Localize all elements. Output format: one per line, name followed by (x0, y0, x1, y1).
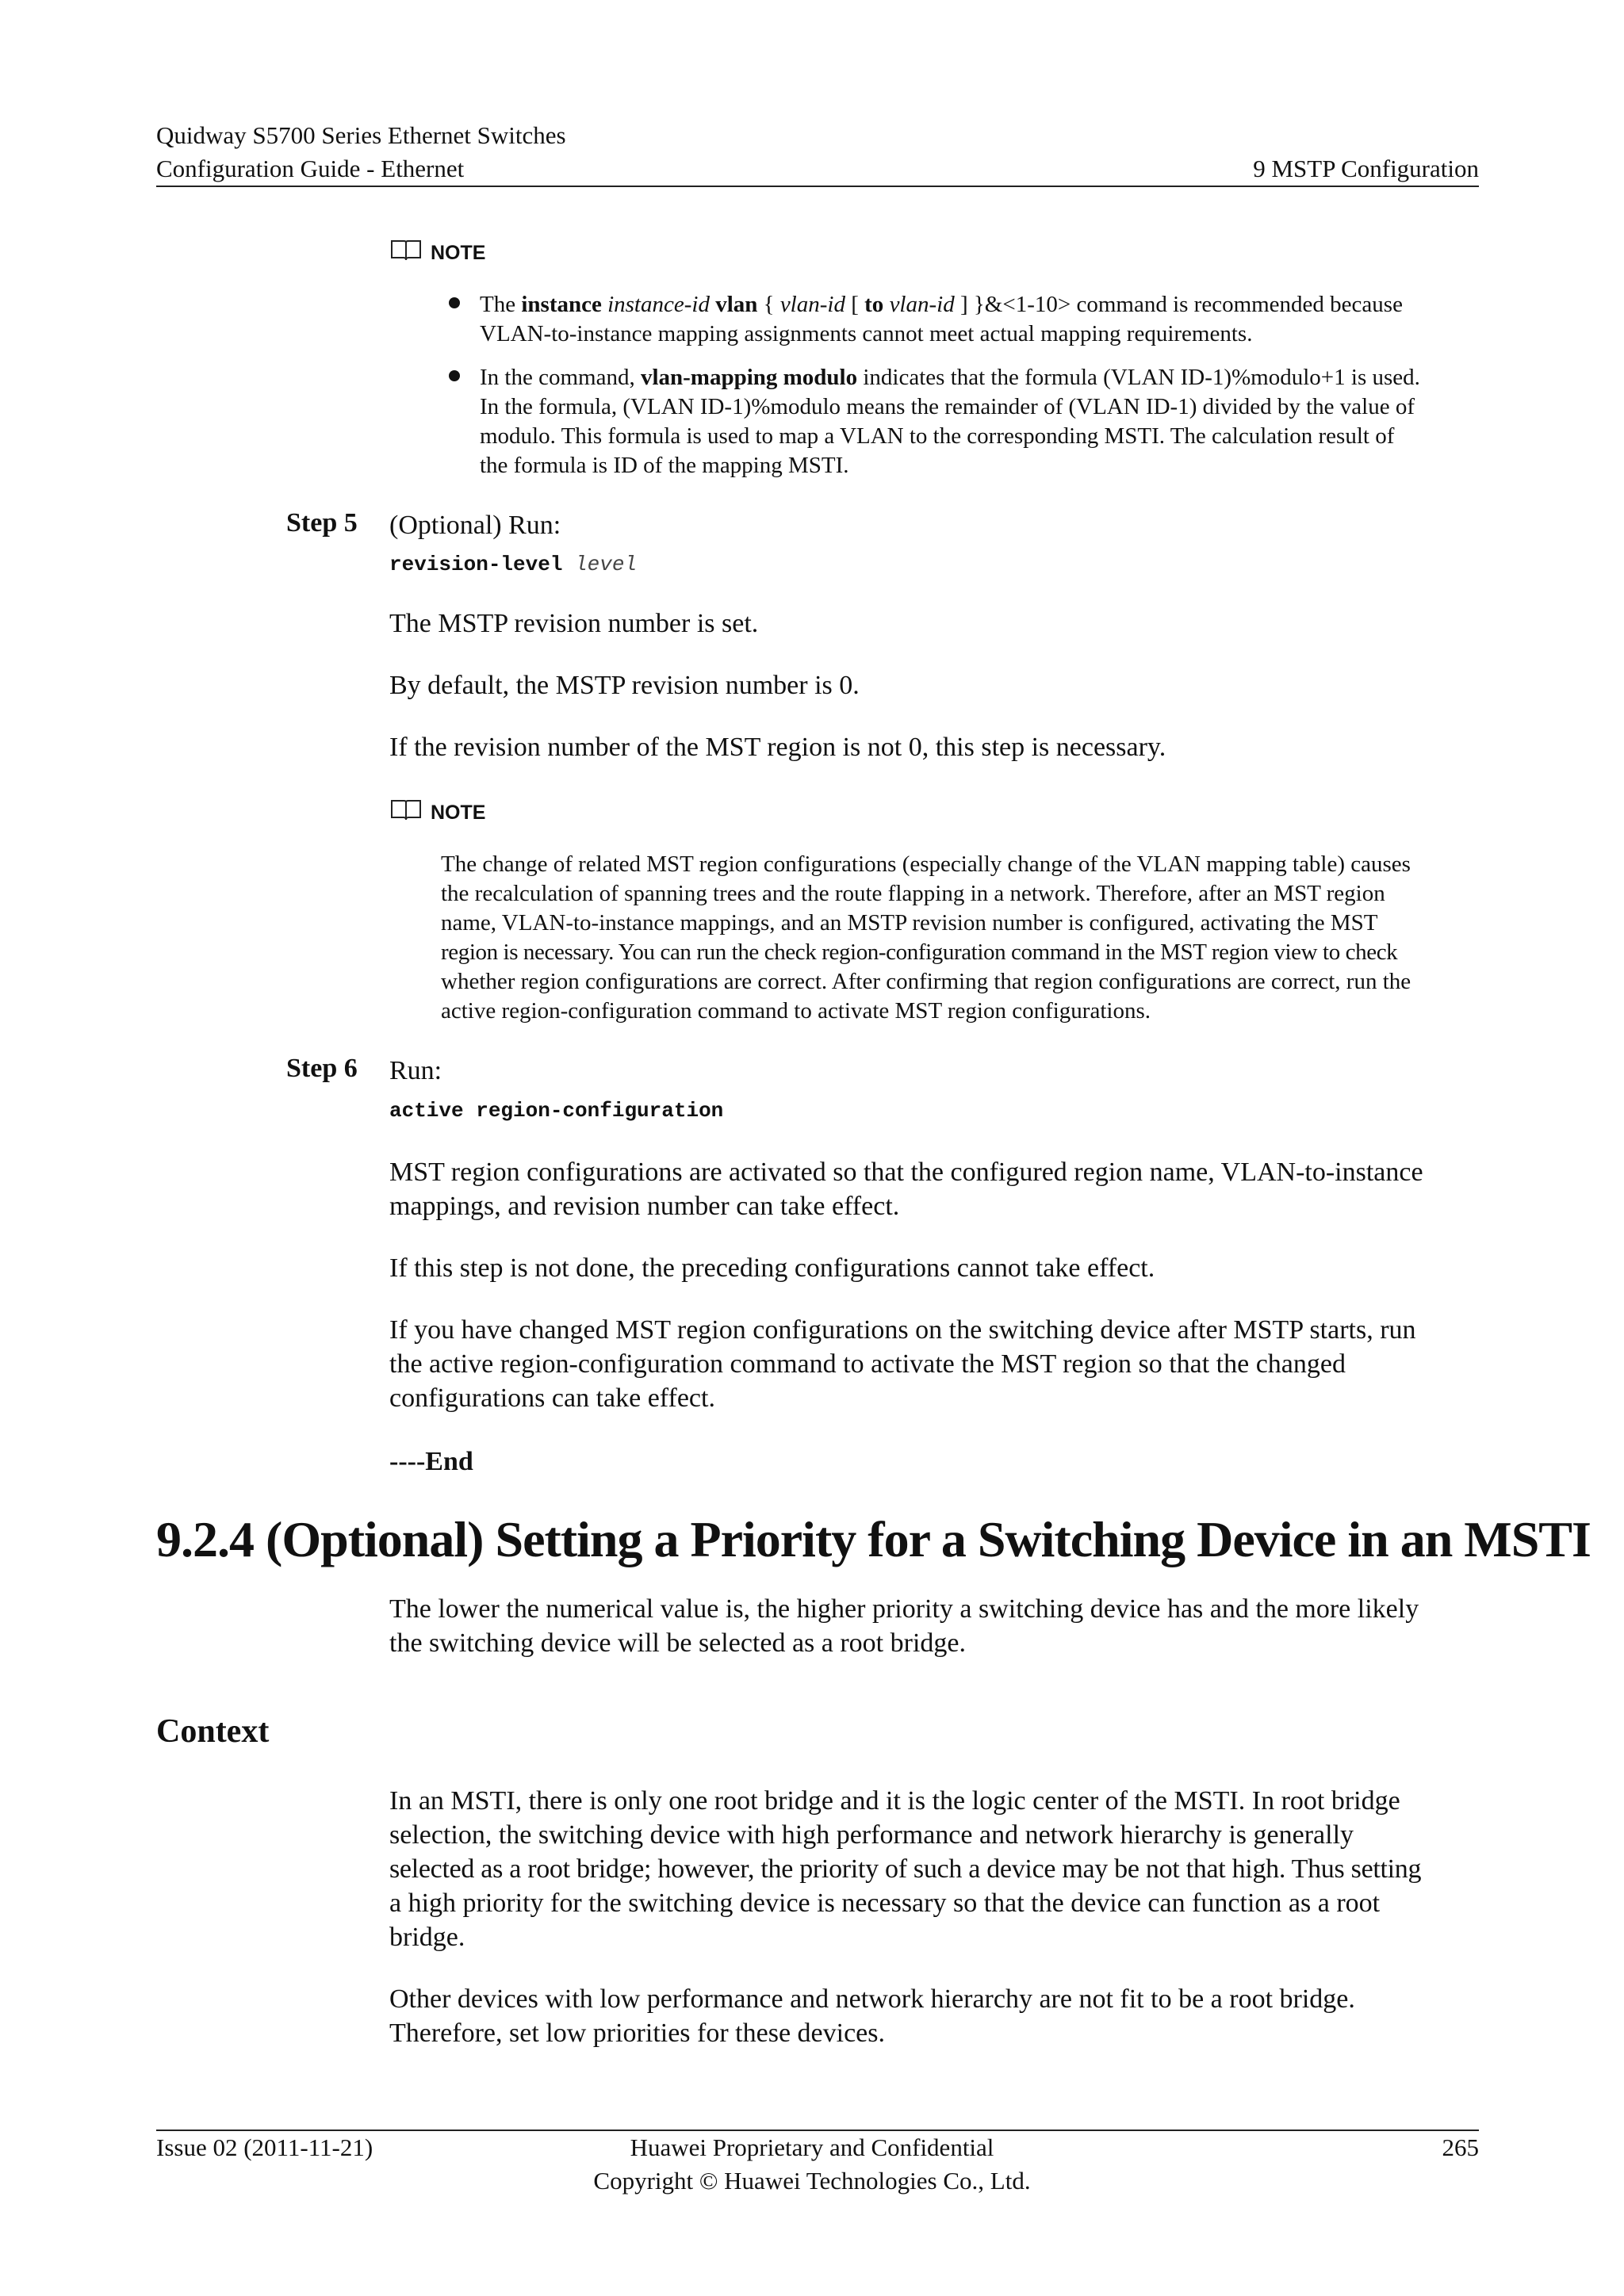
step6-p1-line2: mappings, and revision number can take effect. (389, 1192, 900, 1221)
context-p1-line: a high priority for the switching device is necessary so that the device can function as a root (389, 1888, 1381, 1918)
step5-p2: By default, the MSTP revision number is 0. (389, 671, 860, 700)
step6-end: ----End (389, 1447, 473, 1476)
step5-p3: If the revision number of the MST region is not 0, this step is necessary. (389, 733, 1166, 762)
step6-command: active region-configuration (389, 1099, 724, 1123)
header-chapter: 9 MSTP Configuration (1253, 155, 1479, 182)
footer-copyright: Copyright © Huawei Technologies Co., Ltd. (593, 2167, 1031, 2195)
section-intro-line1: The lower the numerical value is, the higher priority a switching device has and the more likely (389, 1594, 1419, 1624)
bullet-marker (449, 370, 460, 381)
context-p2-line: Therefore, set low priorities for these devices. (389, 2019, 885, 2048)
step6-p2: If this step is not done, the preceding configurations cannot take effect. (389, 1253, 1155, 1283)
context-p2-line: Other devices with low performance and network hierarchy are not fit to be a root bridge. (389, 1984, 1355, 2014)
note2-line: active region-configuration command to activate MST region configurations. (441, 998, 1151, 1024)
note1-bullet1-line2: VLAN-to-instance mapping assignments cannot meet actual mapping requirements. (480, 321, 1253, 346)
note1-bullet2-line3: modulo. This formula is used to map a VLAN to the corresponding MSTI. The calculation result of (480, 423, 1395, 449)
step5-p1: The MSTP revision number is set. (389, 609, 759, 638)
note2-line: the recalculation of spanning trees and the route flapping in a network. Therefore, after an MST region (441, 881, 1385, 906)
note2-line: name, VLAN-to-instance mappings, and an MSTP revision number is configured, activating the MST (441, 910, 1378, 936)
note1-bullet1-line1: The instance instance-id vlan { vlan-id [ to vlan-id ] }&<1-10> command is recommended because (480, 292, 1403, 317)
note2-line: The change of related MST region configurations (especially change of the VLAN mapping table) causes (441, 851, 1411, 877)
section-intro-line2: the switching device will be selected as a root bridge. (389, 1628, 966, 1658)
note1-bullet2-line1: In the command, vlan-mapping modulo indicates that the formula (VLAN ID-1)%modulo+1 is used. (480, 365, 1420, 390)
note2-line: region is necessary. You can run the check region-configuration command in the MST region view to check (441, 939, 1398, 965)
step6-label: Step 6 (286, 1054, 358, 1083)
context-p1-line: bridge. (389, 1923, 465, 1952)
step6-p3-line1: If you have changed MST region configurations on the switching device after MSTP starts, run (389, 1315, 1416, 1345)
step5-label: Step 5 (286, 508, 358, 538)
note1-bullet2-line4: the formula is ID of the mapping MSTI. (480, 453, 849, 478)
note-label: NOTE (431, 242, 486, 264)
footer-confidential: Huawei Proprietary and Confidential (630, 2133, 994, 2161)
book-icon (390, 798, 422, 821)
context-p1-line: selection, the switching device with high performance and network hierarchy is generally (389, 1820, 1354, 1850)
step5-run: (Optional) Run: (389, 511, 561, 540)
footer-page-number: 265 (1442, 2133, 1479, 2161)
note1-bullet2-line2: In the formula, (VLAN ID-1)%modulo means the remainder of (VLAN ID-1) divided by the value of (480, 394, 1415, 419)
context-heading: Context (156, 1713, 270, 1750)
book-icon (390, 238, 422, 262)
step5-command: revision-level level (389, 553, 638, 576)
header-product: Quidway S5700 Series Ethernet Switches (156, 121, 566, 149)
note-label: NOTE (431, 802, 486, 824)
context-p1-line: In an MSTI, there is only one root bridge and it is the logic center of the MSTI. In root bridge (389, 1786, 1400, 1816)
step6-p3-line3: configurations can take effect. (389, 1383, 715, 1413)
section-title: 9.2.4 (Optional) Setting a Priority for a Switching Device in an MSTI (156, 1511, 1591, 1567)
bullet-marker (449, 297, 460, 308)
step6-p3-line2: the active region-configuration command to activate the MST region so that the changed (389, 1349, 1346, 1379)
context-p1-line: selected as a root bridge; however, the priority of such a device may be not that high. Thus setting (389, 1854, 1422, 1884)
step6-p1-line1: MST region configurations are activated so that the configured region name, VLAN-to-instance (389, 1158, 1423, 1187)
step6-run: Run: (389, 1056, 442, 1085)
header-guide: Configuration Guide - Ethernet (156, 155, 465, 182)
footer-issue: Issue 02 (2011-11-21) (156, 2133, 373, 2161)
header-rule (156, 186, 1479, 187)
note2-line: whether region configurations are correct. After confirming that region configurations are correct, run the (441, 969, 1411, 994)
